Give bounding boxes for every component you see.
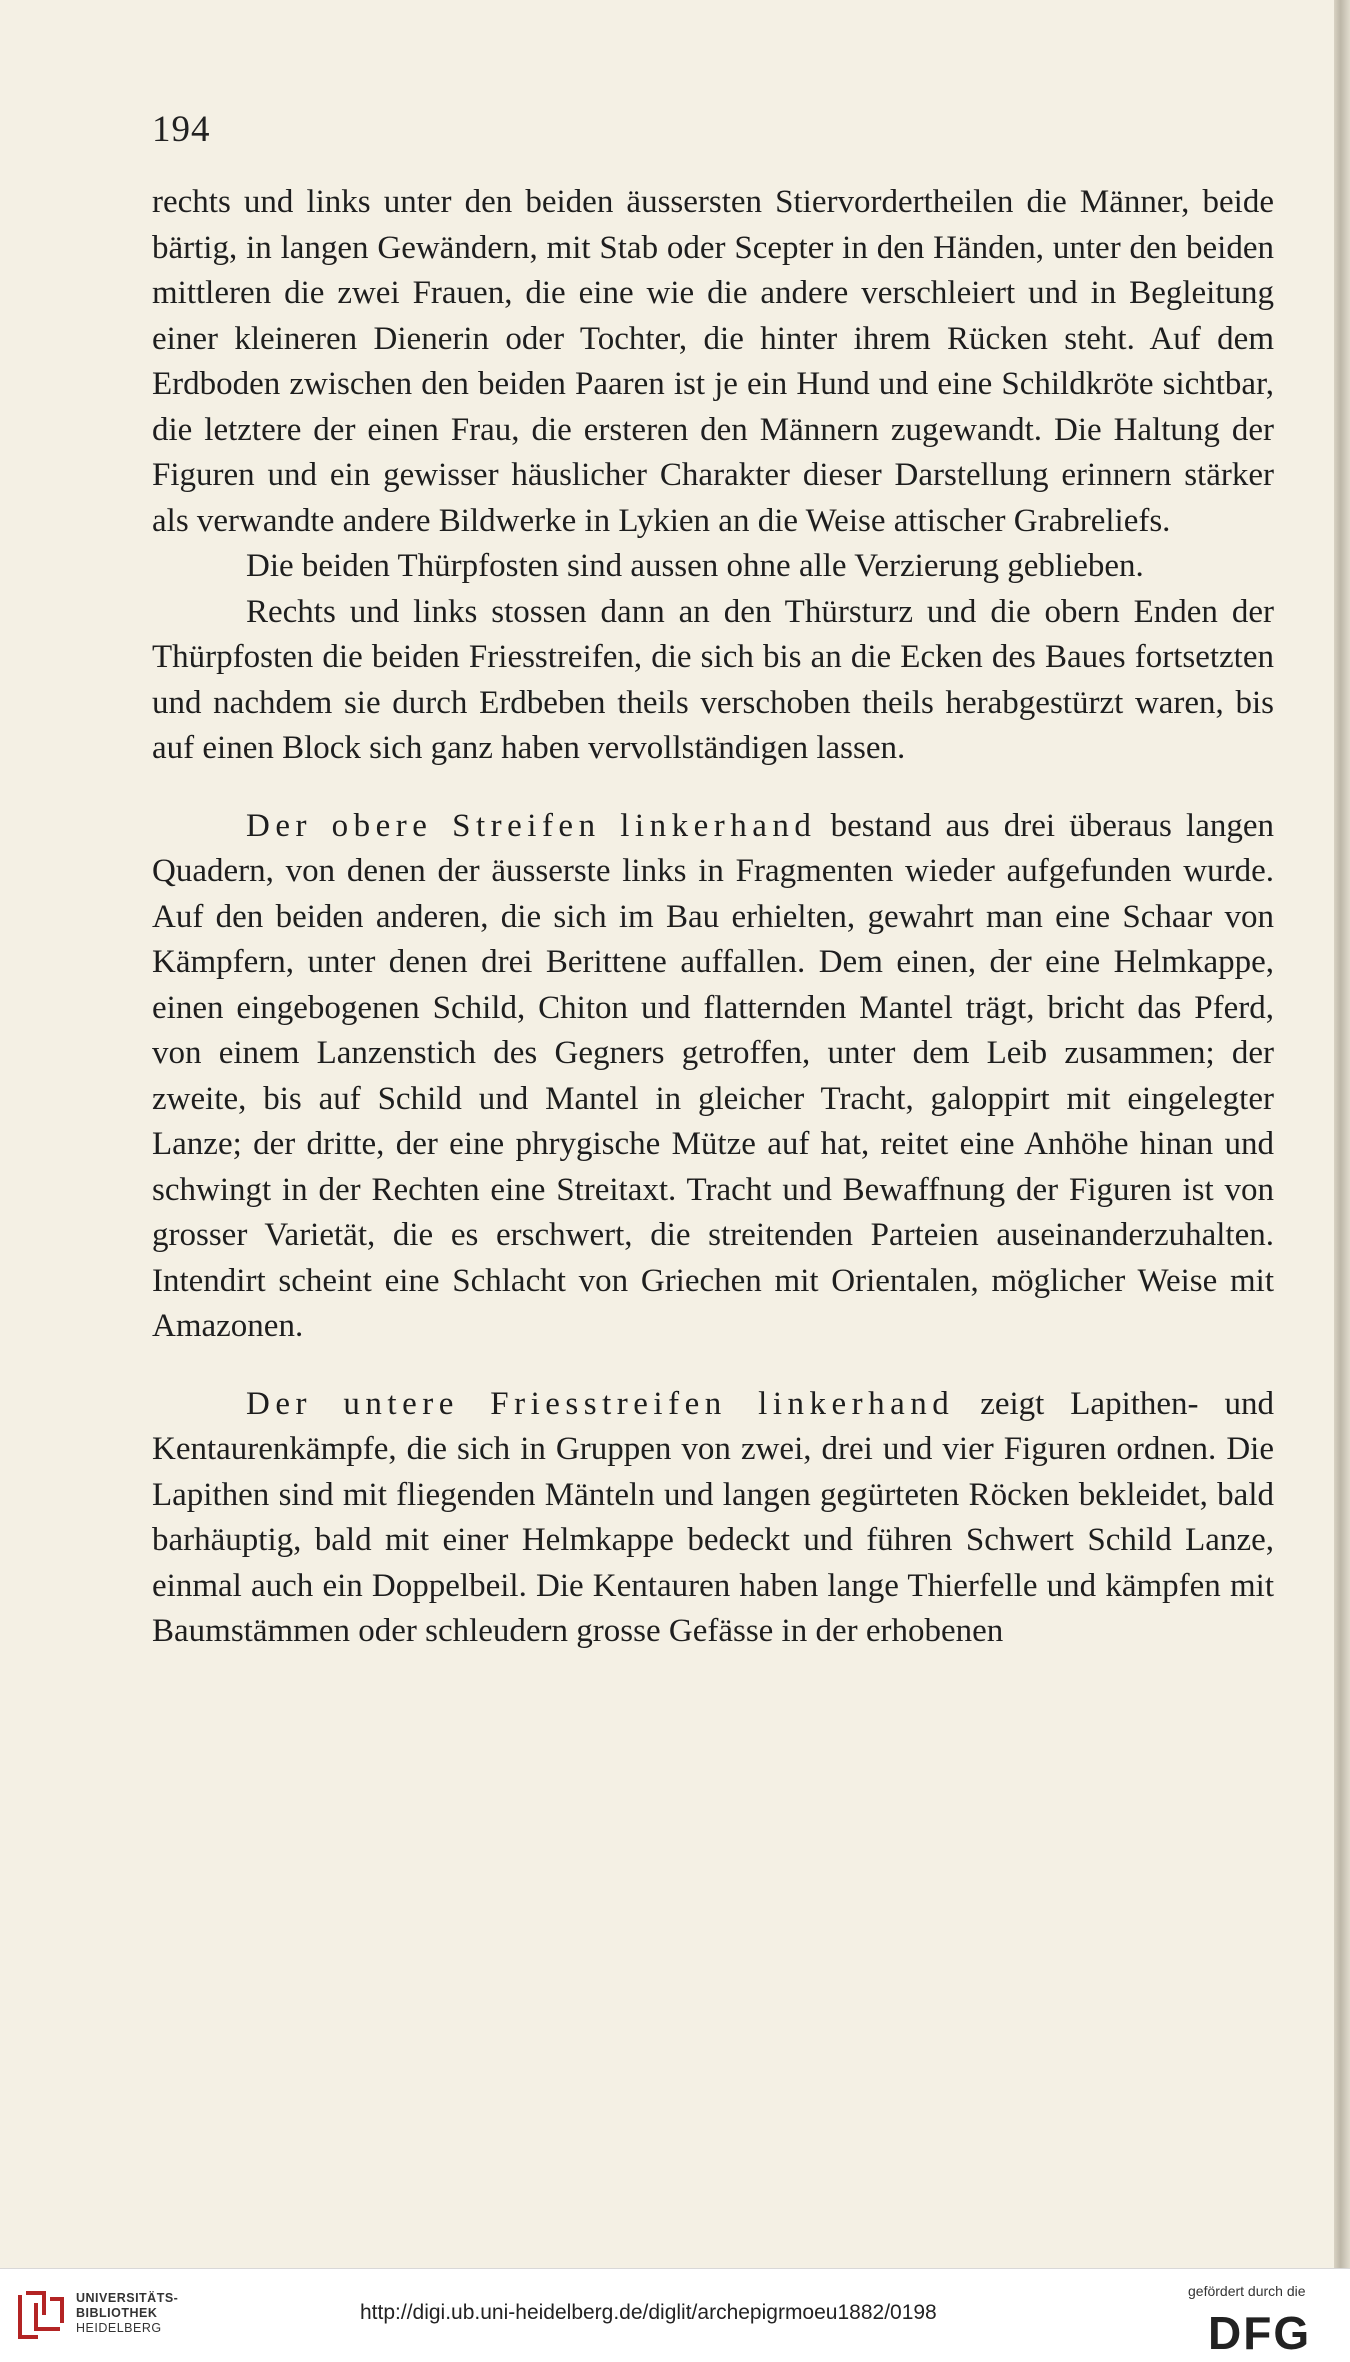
- paragraph-1: [152, 180, 1274, 544]
- library-name-line: BIBLIOTHEK: [76, 2306, 158, 2320]
- page-edge-shadow: [1334, 0, 1350, 2268]
- paragraph-2: [152, 544, 1274, 590]
- dfg-logo: [1206, 2307, 1326, 2351]
- library-name-line: UNIVERSITÄTS-: [76, 2291, 179, 2305]
- permalink-url[interactable]: http://digi.ub.uni-heidelberg.de/diglit/archepigrmoeu1882/0198: [360, 2301, 937, 2324]
- spaced-heading-text: Der obere Streifen linkerhand: [246, 807, 817, 844]
- page-number: 194: [152, 109, 211, 150]
- paragraph-4: [152, 804, 1274, 1350]
- library-name-line: HEIDELBERG: [76, 2321, 162, 2335]
- paragraph-text: bestand aus drei überaus langen Quadern, von denen der äusserste links in Fragmenten wieder aufgefunden wurde. Auf den beiden anderen, die sich im Bau erhielten, gewahrt man eine Schaar von Kämpfern, unter denen drei Berittene auffallen. Dem einen, der eine Helmkappe, einen eingebogenen Schild, Chiton und flatternden Mantel trägt, bricht das Pferd, von einem Lanzenstich des Gegners getroffen, unter dem Leib zusammen; der zweite, bis auf Schild und Mantel in gleicher Tracht, galoppirt mit eingelegter Lanze; der dritte, der eine phrygische Mütze auf hat, reitet eine Anhöhe hinan und schwingt in der Rechten eine Streitaxt. Tracht und Bewaffnung der Figuren ist von grosser Varietät, die es erschwert, die streitenden Parteien auseinanderzuhalten. Intendirt scheint eine Schlacht von Griechen mit Orientalen, möglicher Weise mit Amazonen.: [152, 807, 1274, 1344]
- paragraph-text: Die beiden Thürpfosten sind aussen ohne alle Verzierung geblieben.: [246, 548, 1144, 584]
- paragraph-text: Rechts und links stossen dann an den Thürsturz und die obern Enden der Thürpfosten die beiden Friesstreifen, die sich bis an die Ecken des Baues fortsetzten und nachdem sie durch Erdbeben theils verschoben theils herabgestürzt waren, bis auf einen Block sich ganz haben vervollständigen lassen.: [152, 593, 1274, 766]
- paragraph-text: rechts und links unter den beiden äussersten Stiervordertheilen die Männer, beide bärtig, in langen Gewändern, mit Stab oder Scepter in den Händen, unter den beiden mittleren die zwei Frauen, die eine wie die andere verschleiert und in Begleitung einer kleineren Dienerin oder Tochter, die hinter ihrem Rücken steht. Auf dem Erdboden zwischen den beiden Paaren ist je ein Hund und eine Schildkröte sichtbar, die letztere der einen Frau, die ersteren den Männern zugewandt. Die Haltung der Figuren und ein gewisser häuslicher Charakter dieser Darstellung erinnern stärker als verwandte andere Bildwerke in Lykien an die Weise attischer Grabreliefs.: [152, 184, 1274, 539]
- university-library-logo-icon: [14, 2287, 68, 2345]
- funding-caption: gefördert durch die: [1188, 2283, 1306, 2299]
- spaced-heading-text: Der untere Friesstreifen linkerhand: [246, 1385, 955, 1422]
- library-name: [76, 2291, 178, 2336]
- paragraph-3: [152, 590, 1274, 772]
- paragraph-5: [152, 1382, 1274, 1655]
- body-text: [152, 180, 1274, 1655]
- footer-bar: [0, 2268, 1350, 2362]
- dfg-logo-text: DFG: [1208, 2307, 1312, 2351]
- paragraph-text: zeigt Lapithen- und Kentaurenkämpfe, die sich in Gruppen von zwei, drei und vier Figuren ordnen. Die Lapithen sind mit fliegenden Mänteln und langen gegürteten Röcken bekleidet, bald barhäuptig, bald mit einer Helmkappe bedeckt und führen Schwert Schild Lanze, einmal auch ein Doppelbeil. Die Kentauren haben lange Thierfelle und kämpfen mit Baumstämmen oder schleudern grosse Gefässe in der erhobenen: [152, 1385, 1274, 1649]
